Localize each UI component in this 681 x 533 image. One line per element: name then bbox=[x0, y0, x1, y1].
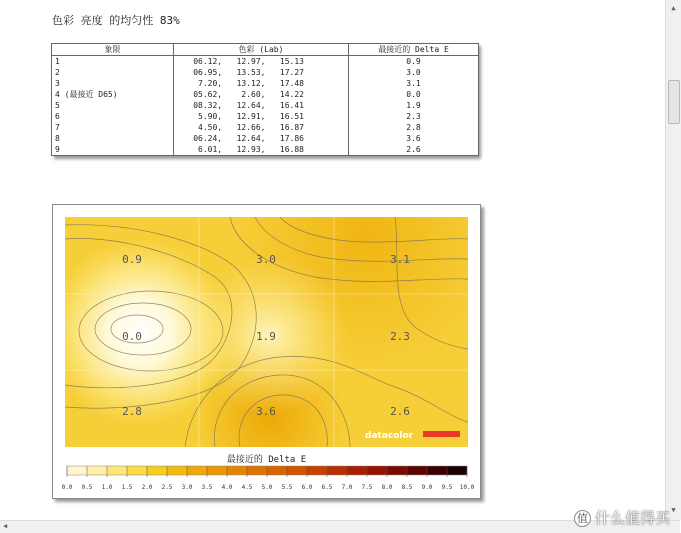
watermark bbox=[574, 507, 670, 528]
delta-e-cell: 0.0 bbox=[349, 89, 479, 100]
legend-swatch bbox=[367, 466, 387, 475]
watermark-text: 什么值得买 bbox=[594, 509, 670, 527]
legend-swatch bbox=[347, 466, 367, 475]
legend-swatch bbox=[87, 466, 107, 475]
table-row bbox=[52, 111, 479, 122]
legend-title: 最接近的 Delta E bbox=[226, 455, 307, 465]
col-header-lab: 色彩 (Lab) bbox=[174, 44, 349, 56]
delta-e-cell: 2.3 bbox=[349, 111, 479, 122]
legend-tick-label: 6.0 bbox=[301, 484, 313, 491]
lab-cell: 6.01, 12.93, 16.88 bbox=[174, 144, 349, 156]
delta-e-cell: 3.6 bbox=[349, 133, 479, 144]
legend-tick-label: 6.5 bbox=[321, 484, 333, 491]
legend-tick-label: 3.5 bbox=[201, 484, 213, 491]
table-header-row bbox=[52, 44, 479, 56]
delta-e-cell: 2.6 bbox=[349, 144, 479, 156]
heatmap-cell-label: 2.8 bbox=[122, 405, 142, 418]
heatmap-cell-label: 2.3 bbox=[390, 330, 410, 343]
heatmap-panel bbox=[52, 204, 481, 499]
legend-swatch bbox=[427, 466, 447, 475]
legend-tick-label: 4.0 bbox=[221, 484, 233, 491]
heatmap-cell-label: 3.1 bbox=[390, 253, 410, 266]
legend-tick-label: 7.0 bbox=[341, 484, 353, 491]
heading-title: 色彩 亮度 的均匀性 bbox=[52, 14, 154, 27]
legend-tick-label: 7.5 bbox=[361, 484, 373, 491]
legend-tick-label: 10.0 bbox=[459, 484, 475, 491]
scroll-up-arrow-icon[interactable]: ▲ bbox=[671, 4, 676, 12]
quadrant-cell: 4 (最接近 D65) bbox=[52, 89, 174, 100]
legend-swatch bbox=[127, 466, 147, 475]
quadrant-cell: 7 bbox=[52, 122, 174, 133]
lab-cell: 06.24, 12.64, 17.86 bbox=[174, 133, 349, 144]
table-row bbox=[52, 67, 479, 78]
legend-swatch bbox=[207, 466, 227, 475]
legend-swatch bbox=[247, 466, 267, 475]
table-row bbox=[52, 133, 479, 144]
quadrant-cell: 5 bbox=[52, 100, 174, 111]
legend-swatch bbox=[67, 466, 87, 475]
delta-e-cell: 3.0 bbox=[349, 67, 479, 78]
lab-cell: 7.20, 13.12, 17.48 bbox=[174, 78, 349, 89]
table-row bbox=[52, 122, 479, 133]
table-row bbox=[52, 78, 479, 89]
legend-swatch bbox=[387, 466, 407, 475]
heatmap-cell-label: 3.6 bbox=[256, 405, 276, 418]
quadrant-cell: 1 bbox=[52, 56, 174, 68]
legend-tick-label: 2.0 bbox=[141, 484, 153, 491]
delta-e-cell: 3.1 bbox=[349, 78, 479, 89]
heading-percent: 83% bbox=[159, 14, 180, 27]
legend-swatch bbox=[227, 466, 247, 475]
legend-swatch bbox=[447, 466, 467, 475]
scroll-down-arrow-icon[interactable]: ▼ bbox=[671, 506, 676, 514]
legend-tick-label: 1.5 bbox=[121, 484, 133, 491]
legend-tick-label: 5.0 bbox=[261, 484, 273, 491]
legend-tick-label: 2.5 bbox=[161, 484, 173, 491]
legend-swatch bbox=[267, 466, 287, 475]
legend-tick-label: 8.5 bbox=[401, 484, 413, 491]
delta-e-cell: 0.9 bbox=[349, 56, 479, 68]
quadrant-cell: 6 bbox=[52, 111, 174, 122]
delta-e-cell: 2.8 bbox=[349, 122, 479, 133]
scrollbar-thumb[interactable] bbox=[668, 80, 680, 124]
table-row bbox=[52, 144, 479, 156]
legend-swatch bbox=[307, 466, 327, 475]
datacolor-logo-bar bbox=[423, 431, 460, 437]
legend-swatch bbox=[287, 466, 307, 475]
quadrant-cell: 3 bbox=[52, 78, 174, 89]
legend-tick-label: 8.0 bbox=[381, 484, 393, 491]
lab-cell: 4.50, 12.66, 16.87 bbox=[174, 122, 349, 133]
legend-swatch bbox=[187, 466, 207, 475]
heatmap-cell-label: 3.0 bbox=[256, 253, 276, 266]
delta-e-heatmap bbox=[65, 217, 468, 447]
legend-tick-label: 1.0 bbox=[101, 484, 113, 491]
legend-swatch bbox=[167, 466, 187, 475]
heatmap-cell-label: 2.6 bbox=[390, 405, 410, 418]
legend-tick-label: 9.0 bbox=[421, 484, 433, 491]
legend-swatch bbox=[147, 466, 167, 475]
lab-cell: 05.62, 2.60, 14.22 bbox=[174, 89, 349, 100]
color-scale-legend bbox=[61, 464, 475, 492]
uniformity-table bbox=[51, 43, 478, 156]
quadrant-cell: 9 bbox=[52, 144, 174, 156]
legend-tick-label: 5.5 bbox=[281, 484, 293, 491]
legend-swatch bbox=[327, 466, 347, 475]
legend-tick-label: 9.5 bbox=[441, 484, 453, 491]
col-header-delta-e: 最接近的 Delta E bbox=[349, 44, 479, 56]
vertical-scrollbar[interactable] bbox=[665, 0, 681, 520]
table-row bbox=[52, 100, 479, 111]
datacolor-logo: datacolor bbox=[365, 431, 414, 441]
lab-cell: 06.12, 12.97, 15.13 bbox=[174, 56, 349, 68]
lab-cell: 06.95, 13.53, 17.27 bbox=[174, 67, 349, 78]
legend-tick-label: 3.0 bbox=[181, 484, 193, 491]
legend-tick-label: 4.5 bbox=[241, 484, 253, 491]
col-header-quadrant: 象限 bbox=[52, 44, 174, 56]
delta-e-cell: 1.9 bbox=[349, 100, 479, 111]
legend-swatch bbox=[407, 466, 427, 475]
legend-tick-label: 0.5 bbox=[81, 484, 93, 491]
page-heading bbox=[52, 12, 180, 28]
quadrant-cell: 2 bbox=[52, 67, 174, 78]
scroll-left-arrow-icon[interactable]: ◀ bbox=[3, 522, 8, 530]
heatmap-cell-label: 0.0 bbox=[122, 330, 142, 343]
legend-tick-label: 0.0 bbox=[61, 484, 73, 491]
table-row bbox=[52, 89, 479, 100]
lab-cell: 08.32, 12.64, 16.41 bbox=[174, 100, 349, 111]
quadrant-cell: 8 bbox=[52, 133, 174, 144]
heatmap-cell-label: 1.9 bbox=[256, 330, 276, 343]
heatmap-cell-label: 0.9 bbox=[122, 253, 142, 266]
lab-cell: 5.90, 12.91, 16.51 bbox=[174, 111, 349, 122]
legend-swatch bbox=[107, 466, 127, 475]
watermark-logo-icon: 值 bbox=[574, 510, 591, 527]
table-row bbox=[52, 56, 479, 68]
